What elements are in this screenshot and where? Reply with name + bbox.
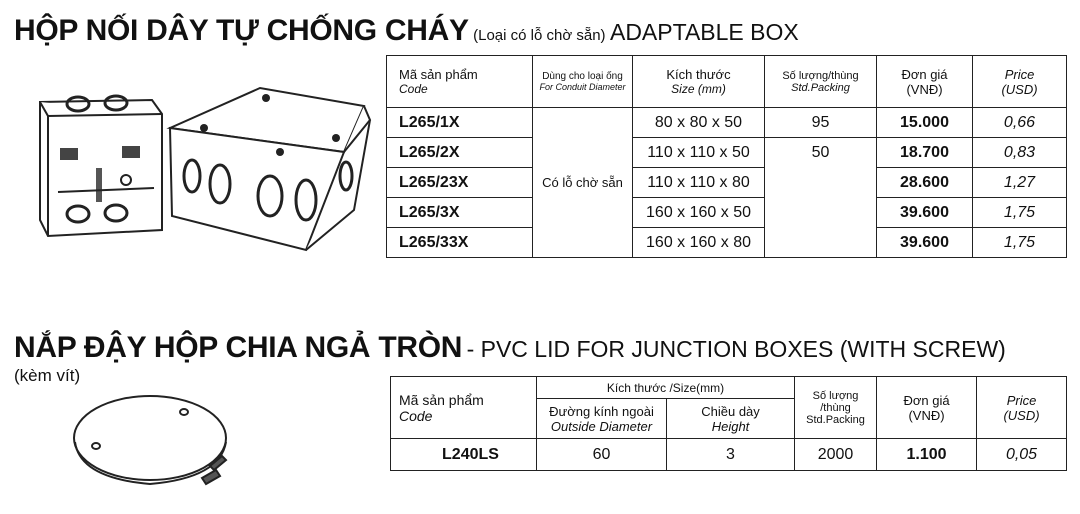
cell-packing [765, 228, 877, 258]
table-row [387, 228, 1067, 258]
table-header-row [391, 377, 1067, 399]
table-row [387, 198, 1067, 228]
cell-price-usd: 0,66 [973, 108, 1067, 138]
header-price-usd [973, 56, 1067, 108]
header-size-vi: Kích thước [666, 67, 731, 82]
header-price-en: Price [1006, 392, 1037, 408]
header-size-en: Size (mm) [671, 82, 726, 96]
header-code [387, 56, 533, 108]
adaptable-box-title [14, 16, 799, 46]
table-row [387, 168, 1067, 198]
cell-price-usd: 1,75 [973, 228, 1067, 258]
header-packing-vi: Số lượng [812, 389, 859, 402]
cell-size: 110 x 110 x 50 [633, 138, 765, 168]
cell-code: L265/23X [387, 168, 533, 198]
header-price-en: Price [1004, 66, 1035, 82]
header-price-vi-unit: (VNĐ) [906, 81, 943, 97]
header-conduit [533, 56, 633, 108]
cell-price-vnd: 18.700 [877, 138, 973, 168]
cell-price-vnd: 39.600 [877, 198, 973, 228]
cell-price-vnd: 39.600 [877, 228, 973, 258]
header-thickness [667, 399, 795, 439]
header-price-vnd [877, 377, 977, 439]
cell-height: 3 [667, 439, 795, 471]
title-vi: NẮP ĐẬY HỘP CHIA NGẢ TRÒN [14, 331, 463, 364]
header-price-vi: Đơn giá [903, 392, 950, 408]
header-packing-vi2: /thùng [820, 401, 851, 414]
header-outer-en: Outside Diameter [550, 418, 653, 434]
cell-packing [765, 198, 877, 228]
cell-size: 110 x 110 x 80 [633, 168, 765, 198]
cell-code: L265/33X [387, 228, 533, 258]
header-price-en-unit: (USD) [1003, 407, 1040, 423]
header-code-en: Code [399, 82, 428, 96]
cell-packing: 95 [765, 108, 877, 138]
cell-price-vnd: 28.600 [877, 168, 973, 198]
header-outer-vi: Đường kính ngoài [549, 403, 654, 419]
header-packing [765, 56, 877, 108]
cell-size: 160 x 160 x 80 [633, 228, 765, 258]
pvc-lid-subtitle: (kèm vít) [14, 366, 81, 385]
header-thick-en: Height [711, 418, 750, 434]
header-size [633, 56, 765, 108]
title-en: ADAPTABLE BOX [609, 19, 799, 45]
header-thick-vi: Chiều dày [701, 403, 760, 419]
header-price-en-unit: (USD) [1001, 81, 1038, 97]
adaptable-box-table [386, 55, 1067, 258]
table-row [391, 439, 1067, 471]
cell-price-vnd: 1.100 [877, 439, 977, 471]
header-packing-vi: Số lượng/thùng [782, 69, 859, 82]
cell-price-usd: 0,83 [973, 138, 1067, 168]
cell-code: L265/3X [387, 198, 533, 228]
header-outer-diameter [537, 399, 667, 439]
cell-price-usd: 1,75 [973, 198, 1067, 228]
header-price-vi-unit: (VNĐ) [908, 407, 945, 423]
header-packing-en: Std.Packing [806, 413, 865, 426]
title-note: (Loại có lỗ chờ sẵn) [473, 27, 606, 44]
cell-code: L265/1X [387, 108, 533, 138]
cell-size: 80 x 80 x 50 [633, 108, 765, 138]
cell-diameter: 60 [537, 439, 667, 471]
pvc-lid-table [390, 376, 1067, 471]
header-price-usd [977, 377, 1067, 439]
header-conduit-vi: Dùng cho loại ống [542, 71, 623, 82]
cell-price-usd: 1,27 [973, 168, 1067, 198]
header-size-group: Kích thước /Size(mm) [537, 377, 795, 399]
cell-code: L240LS [391, 439, 537, 471]
cell-price-vnd: 15.000 [877, 108, 973, 138]
header-code [391, 377, 537, 439]
header-code-vi: Mã sản phẩm [399, 67, 478, 82]
title-en: - PVC LID FOR JUNCTION BOXES (WITH SCREW) [466, 336, 1006, 362]
cell-price-usd: 0,05 [977, 439, 1067, 471]
cell-packing [765, 168, 877, 198]
header-code-en: Code [399, 407, 433, 424]
cell-code: L265/2X [387, 138, 533, 168]
table-row [387, 138, 1067, 168]
header-conduit-en: For Conduit Diameter [539, 82, 626, 92]
cell-conduit: Có lỗ chờ sẵn [533, 108, 633, 258]
header-code-vi: Mã sản phẩm [399, 391, 484, 408]
header-price-vnd [877, 56, 973, 108]
header-price-vi: Đơn giá [901, 66, 948, 82]
title-vi: HỘP NỐI DÂY TỰ CHỐNG CHÁY [14, 14, 469, 47]
cell-size: 160 x 160 x 50 [633, 198, 765, 228]
table-row [387, 108, 1067, 138]
pvc-lid-illustration [70, 386, 240, 496]
adaptable-box-illustration [34, 80, 374, 252]
table-header-row [387, 56, 1067, 108]
cell-packing: 2000 [795, 439, 877, 471]
header-packing-en: Std.Packing [791, 81, 850, 94]
cell-packing: 50 [765, 138, 877, 168]
pvc-lid-title [14, 333, 1006, 363]
header-packing [795, 377, 877, 439]
